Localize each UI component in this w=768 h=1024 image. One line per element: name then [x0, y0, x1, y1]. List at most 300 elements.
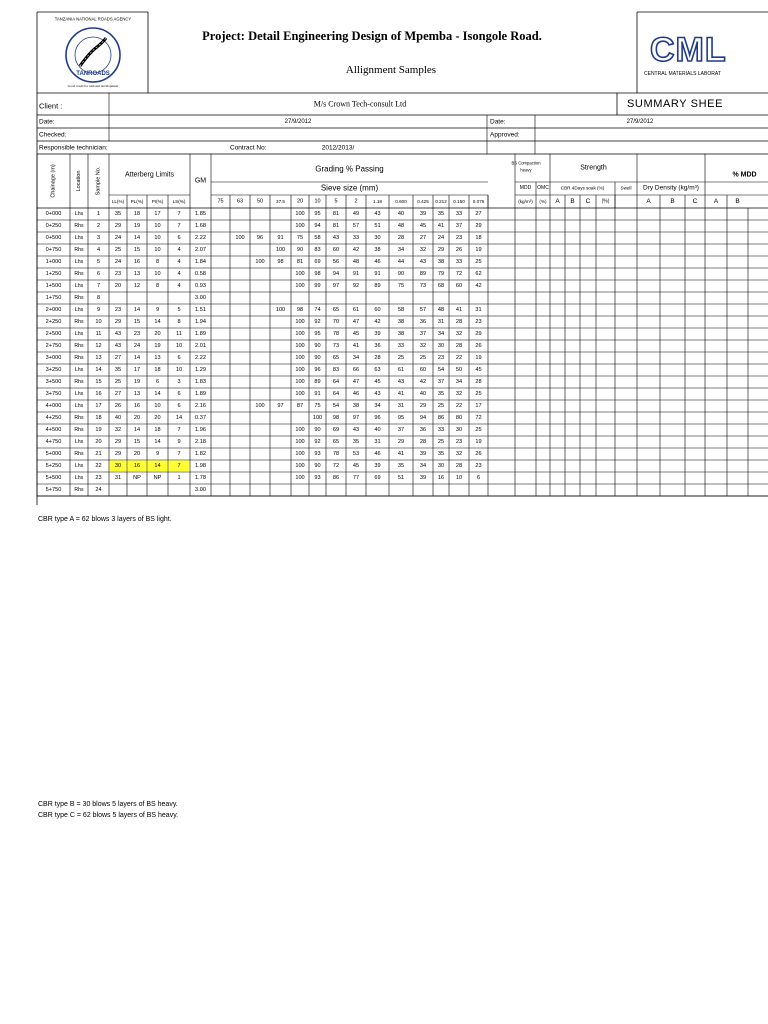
ll-20: 29 — [114, 439, 122, 445]
sieve-9-6: 65 — [332, 307, 340, 313]
sieve-10-4: 100 — [295, 319, 305, 325]
header-bs-heavy: heavy — [520, 167, 532, 173]
sieve-10-7: 47 — [352, 319, 360, 325]
header-sieve-0: 75 — [217, 198, 224, 205]
sieve-16-11: 35 — [437, 391, 445, 397]
header-atterberg-3: LS(%) — [172, 199, 186, 204]
location-16: Lhs — [74, 391, 84, 397]
sieve-1-9: 40 — [397, 211, 405, 217]
sieve-21-10: 39 — [419, 451, 427, 457]
sieve-5-6: 56 — [332, 259, 340, 265]
ll-5: 24 — [114, 259, 122, 265]
gm-21: 1.82 — [195, 451, 206, 457]
sieve-20-7: 35 — [352, 439, 360, 445]
header-sieve-12: 0.150 — [453, 199, 465, 204]
sieve-18-11: 86 — [437, 415, 445, 421]
sieve-17-2: 100 — [255, 403, 265, 409]
project-title: Project: Detail Engineering Design of Mpemba - Isongole Road. — [202, 29, 542, 43]
date2-label: Date: — [490, 118, 506, 126]
pi-16: 14 — [154, 391, 161, 397]
pi-3: 10 — [154, 235, 161, 241]
sieve-16-9: 41 — [397, 391, 405, 397]
sample-no-12: 12 — [95, 343, 102, 349]
sieve-12-7: 41 — [352, 343, 360, 349]
sieve-1-5: 95 — [314, 211, 321, 217]
technician-label: Responsible technician: — [39, 144, 108, 152]
chainage-8: 1+750 — [45, 295, 62, 301]
sieve-14-5: 96 — [314, 367, 321, 373]
sieve-9-10: 57 — [419, 307, 427, 313]
header-sieve-3: 37.5 — [276, 199, 285, 204]
pi-20: 14 — [154, 439, 161, 445]
pi-21: 9 — [155, 451, 160, 457]
sieve-14-6: 83 — [332, 367, 340, 373]
location-9: Lhs — [74, 307, 84, 313]
sieve-13-4: 100 — [295, 355, 305, 361]
lab-name: CENTRAL MATERIALS LABORAT — [644, 71, 721, 77]
gm-10: 1.94 — [195, 319, 206, 325]
pl-1: 18 — [133, 211, 141, 217]
sample-no-24: 24 — [95, 487, 102, 493]
sieve-18-5: 100 — [312, 415, 323, 421]
header-sieve-8: 1.18 — [373, 199, 382, 204]
ll-21: 29 — [114, 451, 122, 457]
sieve-3-1: 100 — [235, 235, 245, 241]
pi-5: 8 — [155, 259, 160, 265]
pi-11: 20 — [154, 331, 161, 337]
sieve-5-3: 98 — [277, 259, 284, 265]
sieve-6-6: 94 — [332, 271, 340, 277]
sample-no-1: 1 — [96, 211, 101, 217]
sieve-1-13: 27 — [475, 211, 482, 217]
sieve-12-12: 28 — [455, 343, 463, 349]
sieve-12-11: 30 — [437, 343, 445, 349]
sieve-16-7: 46 — [352, 391, 360, 397]
pi-22: 14 — [154, 463, 161, 469]
sieve-10-11: 31 — [437, 319, 445, 325]
gm-23: 1.78 — [195, 475, 206, 481]
location-5: Lhs — [74, 259, 84, 265]
ls-3: 6 — [177, 235, 181, 241]
sieve-3-11: 24 — [437, 235, 445, 241]
sieve-10-6: 70 — [332, 319, 340, 325]
sample-no-19: 19 — [95, 427, 102, 433]
sieve-12-6: 73 — [332, 343, 340, 349]
location-23: Lhs — [74, 475, 84, 481]
header-sieve-2: 50 — [256, 198, 264, 205]
sieve-14-11: 54 — [437, 367, 445, 373]
sieve-15-6: 64 — [332, 379, 340, 385]
sieve-12-8: 36 — [374, 343, 381, 349]
sieve-2-5: 94 — [314, 223, 321, 229]
header-dry-A: A — [646, 198, 651, 205]
sieve-9-11: 48 — [437, 307, 445, 313]
sieve-21-4: 100 — [295, 451, 305, 457]
sieve-4-8: 38 — [374, 247, 381, 253]
sieve-23-9: 51 — [397, 475, 405, 481]
header-pct-A: A — [713, 198, 719, 205]
pl-11: 23 — [133, 331, 141, 337]
sieve-11-11: 34 — [437, 331, 445, 337]
chainage-6: 1+250 — [45, 271, 62, 277]
sieve-4-7: 42 — [352, 247, 360, 253]
sieve-12-9: 33 — [397, 343, 405, 349]
gm-8: 3.00 — [195, 295, 206, 301]
chainage-21: 5+000 — [45, 451, 62, 457]
sieve-17-8: 34 — [374, 403, 381, 409]
location-3: Lhs — [74, 235, 84, 241]
sieve-2-13: 29 — [475, 223, 482, 229]
pl-7: 12 — [133, 283, 141, 289]
gm-15: 1.83 — [195, 379, 206, 385]
sample-no-20: 20 — [95, 439, 102, 445]
header-swell-unit: (%) — [601, 198, 610, 205]
ll-10: 29 — [114, 319, 122, 325]
ll-13: 27 — [114, 355, 122, 361]
location-8: Rhs — [74, 295, 84, 301]
header-pct-mdd: % MDD — [732, 171, 757, 179]
chainage-2: 0+250 — [45, 223, 62, 229]
gm-16: 1.89 — [195, 391, 206, 397]
sieve-4-4: 90 — [296, 247, 304, 253]
document-subtitle: Allignment Samples — [345, 64, 437, 76]
header-location: Location — [76, 170, 82, 192]
sieve-2-6: 81 — [332, 223, 340, 229]
ll-12: 43 — [114, 343, 122, 349]
summary-sheet-title: SUMMARY SHEE — [626, 98, 724, 110]
sieve-22-9: 35 — [397, 463, 405, 469]
sieve-10-12: 28 — [455, 319, 463, 325]
location-7: Lhs — [74, 283, 84, 289]
sieve-11-9: 38 — [397, 331, 405, 337]
sieve-21-5: 93 — [314, 451, 321, 457]
sieve-5-5: 69 — [314, 259, 321, 265]
pi-7: 8 — [155, 283, 160, 289]
sieve-13-8: 28 — [374, 355, 381, 361]
chainage-14: 3+250 — [45, 367, 62, 373]
sieve-20-11: 25 — [437, 439, 445, 445]
ls-23: 1 — [177, 475, 181, 481]
sieve-16-4: 100 — [295, 391, 305, 397]
sieve-5-8: 46 — [374, 259, 381, 265]
sieve-13-13: 19 — [475, 355, 482, 361]
sieve-22-6: 72 — [332, 463, 340, 469]
sieve-4-11: 29 — [437, 247, 445, 253]
sieve-6-5: 98 — [314, 271, 321, 277]
sieve-6-9: 90 — [397, 271, 405, 277]
sieve-16-5: 91 — [314, 391, 321, 397]
header-strength: Strength — [580, 164, 607, 172]
location-20: Lhs — [74, 439, 84, 445]
sample-no-2: 2 — [96, 223, 101, 229]
sieve-23-5: 93 — [314, 475, 321, 481]
header-sieve-10: 0.425 — [417, 199, 429, 204]
sieve-3-8: 30 — [374, 235, 381, 241]
sieve-14-4: 100 — [295, 367, 305, 373]
ls-16: 6 — [177, 391, 181, 397]
sieve-23-8: 69 — [374, 475, 381, 481]
chainage-22: 5+250 — [45, 463, 62, 469]
sieve-22-7: 45 — [352, 463, 360, 469]
ls-11: 11 — [176, 331, 182, 337]
date-value: 27/9/2012 — [284, 119, 312, 125]
sieve-19-11: 33 — [437, 427, 445, 433]
sieve-13-10: 25 — [419, 355, 427, 361]
sieve-21-12: 32 — [455, 451, 463, 457]
header-sieve-11: 0.212 — [435, 199, 447, 204]
sieve-1-4: 100 — [295, 211, 305, 217]
sieve-12-5: 90 — [314, 343, 321, 349]
gm-7: 0.93 — [195, 283, 206, 289]
sieve-2-9: 48 — [397, 223, 405, 229]
pl-2: 19 — [133, 223, 141, 229]
ll-6: 23 — [114, 271, 122, 277]
sample-no-7: 7 — [96, 283, 101, 289]
header-omc-unit: (%) — [539, 199, 547, 204]
pl-23: NP — [133, 475, 141, 481]
ll-23: 31 — [114, 475, 122, 481]
sieve-13-12: 22 — [455, 355, 463, 361]
sieve-4-9: 34 — [397, 247, 405, 253]
sieve-4-10: 32 — [419, 247, 427, 253]
header-sieve-6: 5 — [334, 198, 338, 205]
ll-7: 20 — [114, 283, 122, 289]
sieve-2-11: 41 — [437, 223, 445, 229]
sieve-1-7: 49 — [352, 211, 360, 217]
sieve-23-7: 77 — [352, 475, 360, 481]
sieve-19-5: 90 — [314, 427, 321, 433]
sieve-5-10: 43 — [419, 259, 427, 265]
pl-14: 17 — [133, 367, 141, 373]
sieve-6-8: 91 — [374, 271, 381, 277]
pl-9: 14 — [133, 307, 141, 313]
sieve-17-10: 29 — [419, 403, 427, 409]
ll-16: 27 — [114, 391, 122, 397]
ls-4: 4 — [177, 247, 181, 253]
sieve-16-8: 43 — [374, 391, 381, 397]
sieve-17-9: 31 — [397, 403, 405, 409]
header-cbr-C: C — [585, 198, 591, 205]
sieve-9-12: 41 — [455, 307, 463, 313]
sieve-3-10: 27 — [419, 235, 427, 241]
pi-13: 13 — [154, 355, 161, 361]
pl-12: 24 — [133, 343, 141, 349]
sieve-19-4: 100 — [295, 427, 305, 433]
seal-inner-ring — [75, 37, 111, 73]
sieve-10-13: 23 — [475, 319, 482, 325]
sieve-21-11: 35 — [437, 451, 445, 457]
ls-14: 10 — [175, 367, 183, 373]
gm-9: 1.51 — [195, 307, 206, 313]
sieve-3-4: 75 — [296, 235, 304, 241]
header-atterberg-2: PI(%) — [151, 199, 164, 204]
sieve-20-5: 92 — [314, 439, 321, 445]
ls-20: 9 — [177, 439, 181, 445]
sieve-21-6: 78 — [332, 451, 340, 457]
sieve-17-4: 87 — [296, 403, 304, 409]
header-mdd-unit: (kg/m³) — [518, 199, 533, 204]
chainage-17: 4+000 — [45, 403, 62, 409]
ll-19: 32 — [114, 427, 122, 433]
sieve-21-9: 41 — [397, 451, 405, 457]
seal-text: TANROADS — [76, 71, 110, 77]
sieve-3-7: 33 — [352, 235, 360, 241]
sieve-2-8: 51 — [374, 223, 381, 229]
sample-no-18: 18 — [95, 415, 102, 421]
ll-4: 25 — [114, 247, 122, 253]
ls-5: 4 — [177, 259, 181, 265]
motto: Good roads for national development — [67, 84, 119, 88]
header-cbr-A: A — [555, 198, 560, 205]
gm-18: 0.37 — [195, 415, 206, 421]
sieve-18-9: 95 — [397, 415, 405, 421]
sieve-6-12: 72 — [455, 271, 463, 277]
sieve-3-9: 28 — [397, 235, 405, 241]
sieve-14-10: 60 — [419, 367, 427, 373]
sieve-9-3: 100 — [275, 307, 286, 313]
ll-9: 23 — [114, 307, 122, 313]
ll-3: 24 — [114, 235, 122, 241]
sieve-3-13: 18 — [475, 235, 482, 241]
sieve-7-7: 92 — [352, 283, 360, 289]
header-dry-C: C — [692, 198, 698, 205]
header-chainage: Chainage (m) — [50, 164, 57, 198]
sieve-2-4: 100 — [295, 223, 305, 229]
sieve-22-11: 30 — [437, 463, 445, 469]
ll-17: 26 — [114, 403, 122, 409]
note-cbr-type-b: CBR type B = 30 blows 5 layers of BS heavy. — [38, 801, 178, 808]
sieve-15-12: 34 — [455, 379, 463, 385]
sieve-14-9: 61 — [397, 367, 405, 373]
sieve-13-6: 65 — [332, 355, 340, 361]
sieve-11-8: 39 — [374, 331, 381, 337]
agency-name: TANZANIA NATIONAL ROADS AGENCY — [54, 16, 132, 22]
pl-5: 16 — [133, 259, 141, 265]
ls-9: 5 — [177, 307, 181, 313]
sieve-5-13: 25 — [475, 259, 482, 265]
sieve-13-5: 90 — [314, 355, 321, 361]
sample-no-16: 16 — [95, 391, 102, 397]
sample-no-3: 3 — [96, 235, 101, 241]
sieve-9-9: 58 — [397, 307, 405, 313]
pi-23: NP — [153, 475, 162, 481]
sieve-11-4: 100 — [295, 331, 305, 337]
sample-no-17: 17 — [95, 403, 102, 409]
sieve-21-13: 26 — [475, 451, 482, 457]
ls-1: 7 — [177, 211, 181, 217]
sieve-3-5: 58 — [314, 235, 321, 241]
pi-12: 19 — [154, 343, 161, 349]
sieve-20-8: 31 — [374, 439, 381, 445]
chainage-9: 2+000 — [45, 307, 62, 313]
ll-18: 40 — [114, 415, 122, 421]
ll-11: 43 — [114, 331, 122, 337]
sieve-1-6: 81 — [332, 211, 340, 217]
location-15: Rhs — [74, 379, 84, 385]
gm-1: 1.85 — [195, 211, 206, 217]
sieve-9-8: 60 — [374, 307, 381, 313]
sieve-23-13: 6 — [476, 475, 481, 481]
sieve-23-10: 39 — [419, 475, 427, 481]
sieve-7-6: 97 — [332, 283, 340, 289]
sieve-15-11: 37 — [437, 379, 445, 385]
sieve-16-13: 25 — [475, 391, 482, 397]
sieve-12-13: 26 — [475, 343, 482, 349]
sieve-12-4: 100 — [295, 343, 305, 349]
sieve-20-9: 29 — [397, 439, 405, 445]
pi-14: 18 — [154, 367, 161, 373]
header-dry-density: Dry Density (kg/m³) — [643, 184, 699, 192]
location-10: Rhs — [74, 319, 84, 325]
sieve-12-10: 32 — [419, 343, 427, 349]
sieve-16-12: 32 — [455, 391, 463, 397]
gm-14: 1.29 — [195, 367, 206, 373]
sieve-19-12: 30 — [455, 427, 463, 433]
sample-no-5: 5 — [96, 259, 101, 265]
pl-21: 20 — [133, 451, 141, 457]
sieve-21-8: 46 — [374, 451, 381, 457]
sieve-17-6: 54 — [332, 403, 340, 409]
header-sieve-9: 0.600 — [395, 199, 407, 204]
sieve-5-4: 81 — [296, 259, 304, 265]
sieve-18-12: 80 — [455, 415, 463, 421]
sieve-20-6: 65 — [332, 439, 340, 445]
location-21: Rhs — [74, 451, 84, 457]
ls-22: 7 — [177, 463, 181, 469]
sieve-19-13: 25 — [475, 427, 482, 433]
chainage-3: 0+500 — [45, 235, 62, 241]
contract-label: Contract No: — [230, 144, 267, 152]
sieve-17-13: 17 — [475, 403, 482, 409]
sieve-7-5: 99 — [314, 283, 321, 289]
sieve-6-10: 89 — [419, 271, 427, 277]
sieve-4-12: 26 — [455, 247, 463, 253]
gm-4: 2.07 — [195, 247, 206, 253]
sieve-5-12: 33 — [455, 259, 463, 265]
sieve-6-7: 91 — [352, 271, 360, 277]
chainage-16: 3+750 — [45, 391, 62, 397]
ls-10: 8 — [177, 319, 181, 325]
sieve-22-8: 39 — [374, 463, 381, 469]
header-swell: Swell — [620, 185, 632, 191]
sieve-1-11: 35 — [437, 211, 445, 217]
pi-18: 20 — [154, 415, 161, 421]
sieve-3-12: 23 — [455, 235, 463, 241]
ll-1: 35 — [114, 211, 122, 217]
ls-15: 3 — [177, 379, 181, 385]
chainage-13: 3+000 — [45, 355, 62, 361]
note-cbr-type-c: CBR type C = 62 blows 5 layers of BS heavy. — [38, 812, 179, 819]
sieve-14-12: 50 — [455, 367, 463, 373]
sieve-14-8: 63 — [374, 367, 381, 373]
location-19: Rhs — [74, 427, 84, 433]
header-sieve-13: 0.075 — [472, 199, 485, 204]
header-cbr: CBR 4Days soak (%) — [560, 185, 605, 191]
sieve-9-13: 31 — [475, 307, 482, 313]
sieve-7-11: 68 — [437, 283, 445, 289]
location-11: Lhs — [74, 331, 84, 337]
ls-19: 7 — [177, 427, 181, 433]
sieve-9-5: 74 — [314, 307, 321, 313]
ls-7: 4 — [177, 283, 181, 289]
location-14: Lhs — [74, 367, 84, 373]
header-mdd: MDD — [519, 185, 532, 191]
sieve-23-12: 10 — [455, 475, 463, 481]
sieve-17-12: 22 — [455, 403, 463, 409]
ls-12: 10 — [175, 343, 183, 349]
sieve-19-10: 36 — [419, 427, 427, 433]
sieve-20-13: 19 — [475, 439, 482, 445]
